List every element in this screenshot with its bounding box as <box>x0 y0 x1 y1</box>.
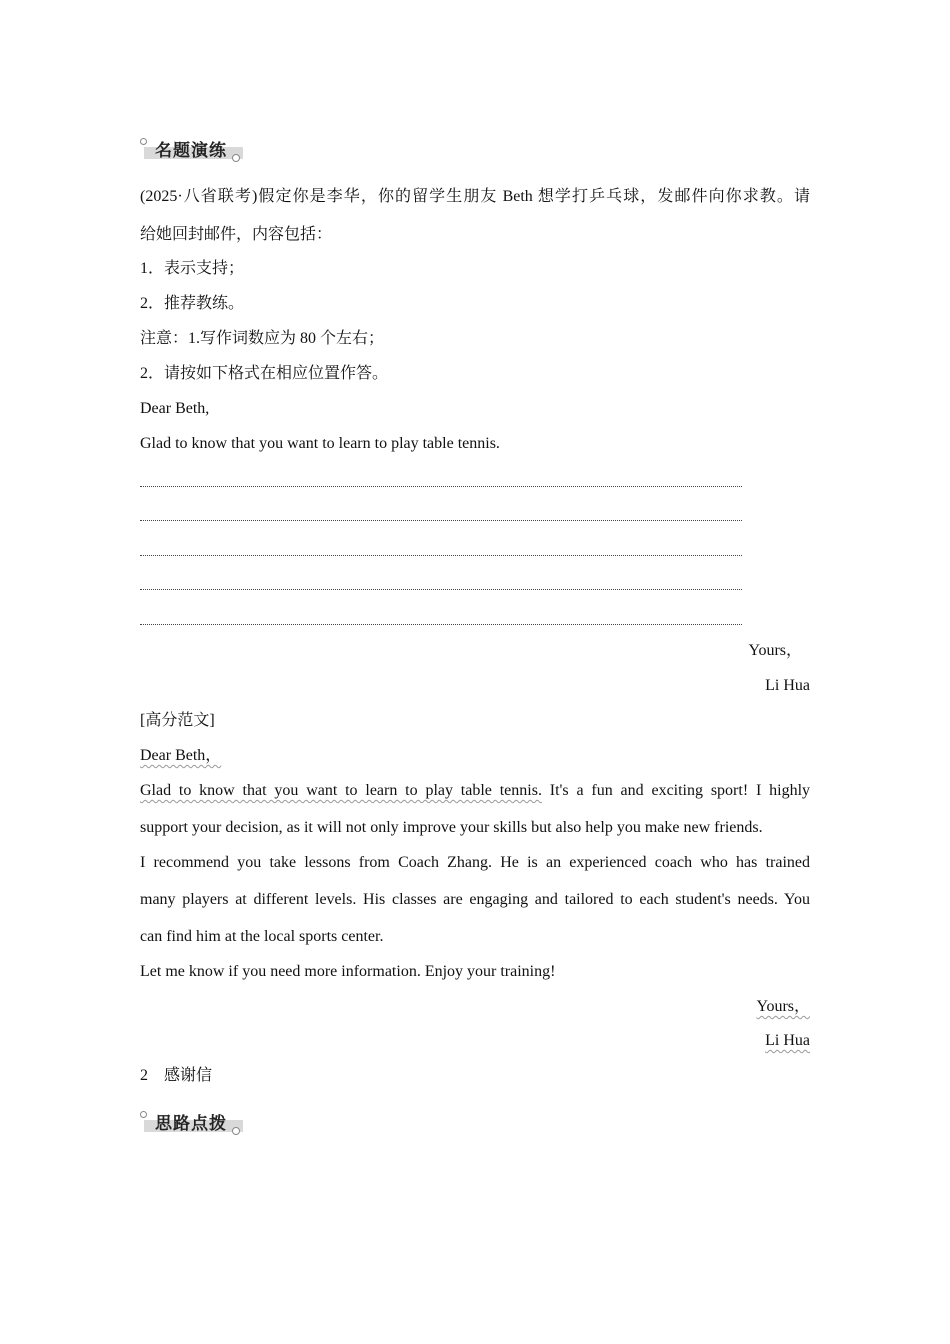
section-title-text: 思路点拨 <box>155 1114 227 1134</box>
model-underlined-sentence: Glad to know that you want to learn to play table tennis. <box>140 782 542 799</box>
answer-line[interactable] <box>140 555 742 556</box>
section-title-text: 名题演练 <box>155 141 227 161</box>
next-section-heading: 2 感谢信 <box>140 1067 213 1084</box>
model-para-1-line-1 <box>140 780 810 802</box>
answer-line[interactable] <box>140 520 742 521</box>
model-closing <box>756 996 810 1018</box>
section-title-tips <box>140 1107 250 1137</box>
model-para-1-line-2: support your decision, as it will not only improve your skills but also help you make new friends. <box>140 819 763 836</box>
prompt-line-1: (2025·八省联考)假定你是李华，你的留学生朋友 Beth 想学打乒乓球，发邮件向你求教。请 <box>140 188 810 205</box>
letter-opening: Glad to know that you want to learn to play table tennis. <box>140 435 500 452</box>
model-para-2-line-2: many players at different levels. His classes are engaging and tailored to each student's needs. You <box>140 891 810 908</box>
model-para-2-line-3: can find him at the local sports center. <box>140 928 384 945</box>
model-signature <box>765 1030 810 1052</box>
model-greeting-text: Dear Beth， <box>140 747 222 764</box>
note-line-1: 注意：1.写作词数应为 80 个左右； <box>140 330 385 347</box>
model-para-3: Let me know if you need more information. Enjoy your training! <box>140 963 556 980</box>
prompt-item-2: 2．推荐教练。 <box>140 295 245 312</box>
prompt-item-1: 1．表示支持； <box>140 260 245 277</box>
model-para-2-line-1: I recommend you take lessons from Coach Zhang. He is an experienced coach who has trained <box>140 854 810 871</box>
model-greeting <box>140 745 221 767</box>
answer-line[interactable] <box>140 486 742 487</box>
model-closing-text: Yours， <box>756 998 810 1015</box>
letter-signature: Li Hua <box>765 677 810 694</box>
model-para-1-rest: It's a fun and exciting sport! I highly <box>541 782 811 799</box>
circle-ornament-icon <box>140 138 147 145</box>
letter-greeting: Dear Beth, <box>140 400 210 417</box>
section-title-practice <box>140 134 250 164</box>
answer-line[interactable] <box>140 624 742 625</box>
letter-closing: Yours， <box>748 642 802 659</box>
circle-ornament-icon <box>232 1127 240 1135</box>
model-essay-label: [高分范文] <box>140 712 215 729</box>
circle-ornament-icon <box>232 154 240 162</box>
answer-line[interactable] <box>140 589 742 590</box>
circle-ornament-icon <box>140 1111 147 1118</box>
prompt-line-2: 给她回封邮件，内容包括： <box>140 226 333 243</box>
note-line-2: 2．请按如下格式在相应位置作答。 <box>140 365 389 382</box>
model-signature-text: Li Hua <box>765 1032 810 1049</box>
